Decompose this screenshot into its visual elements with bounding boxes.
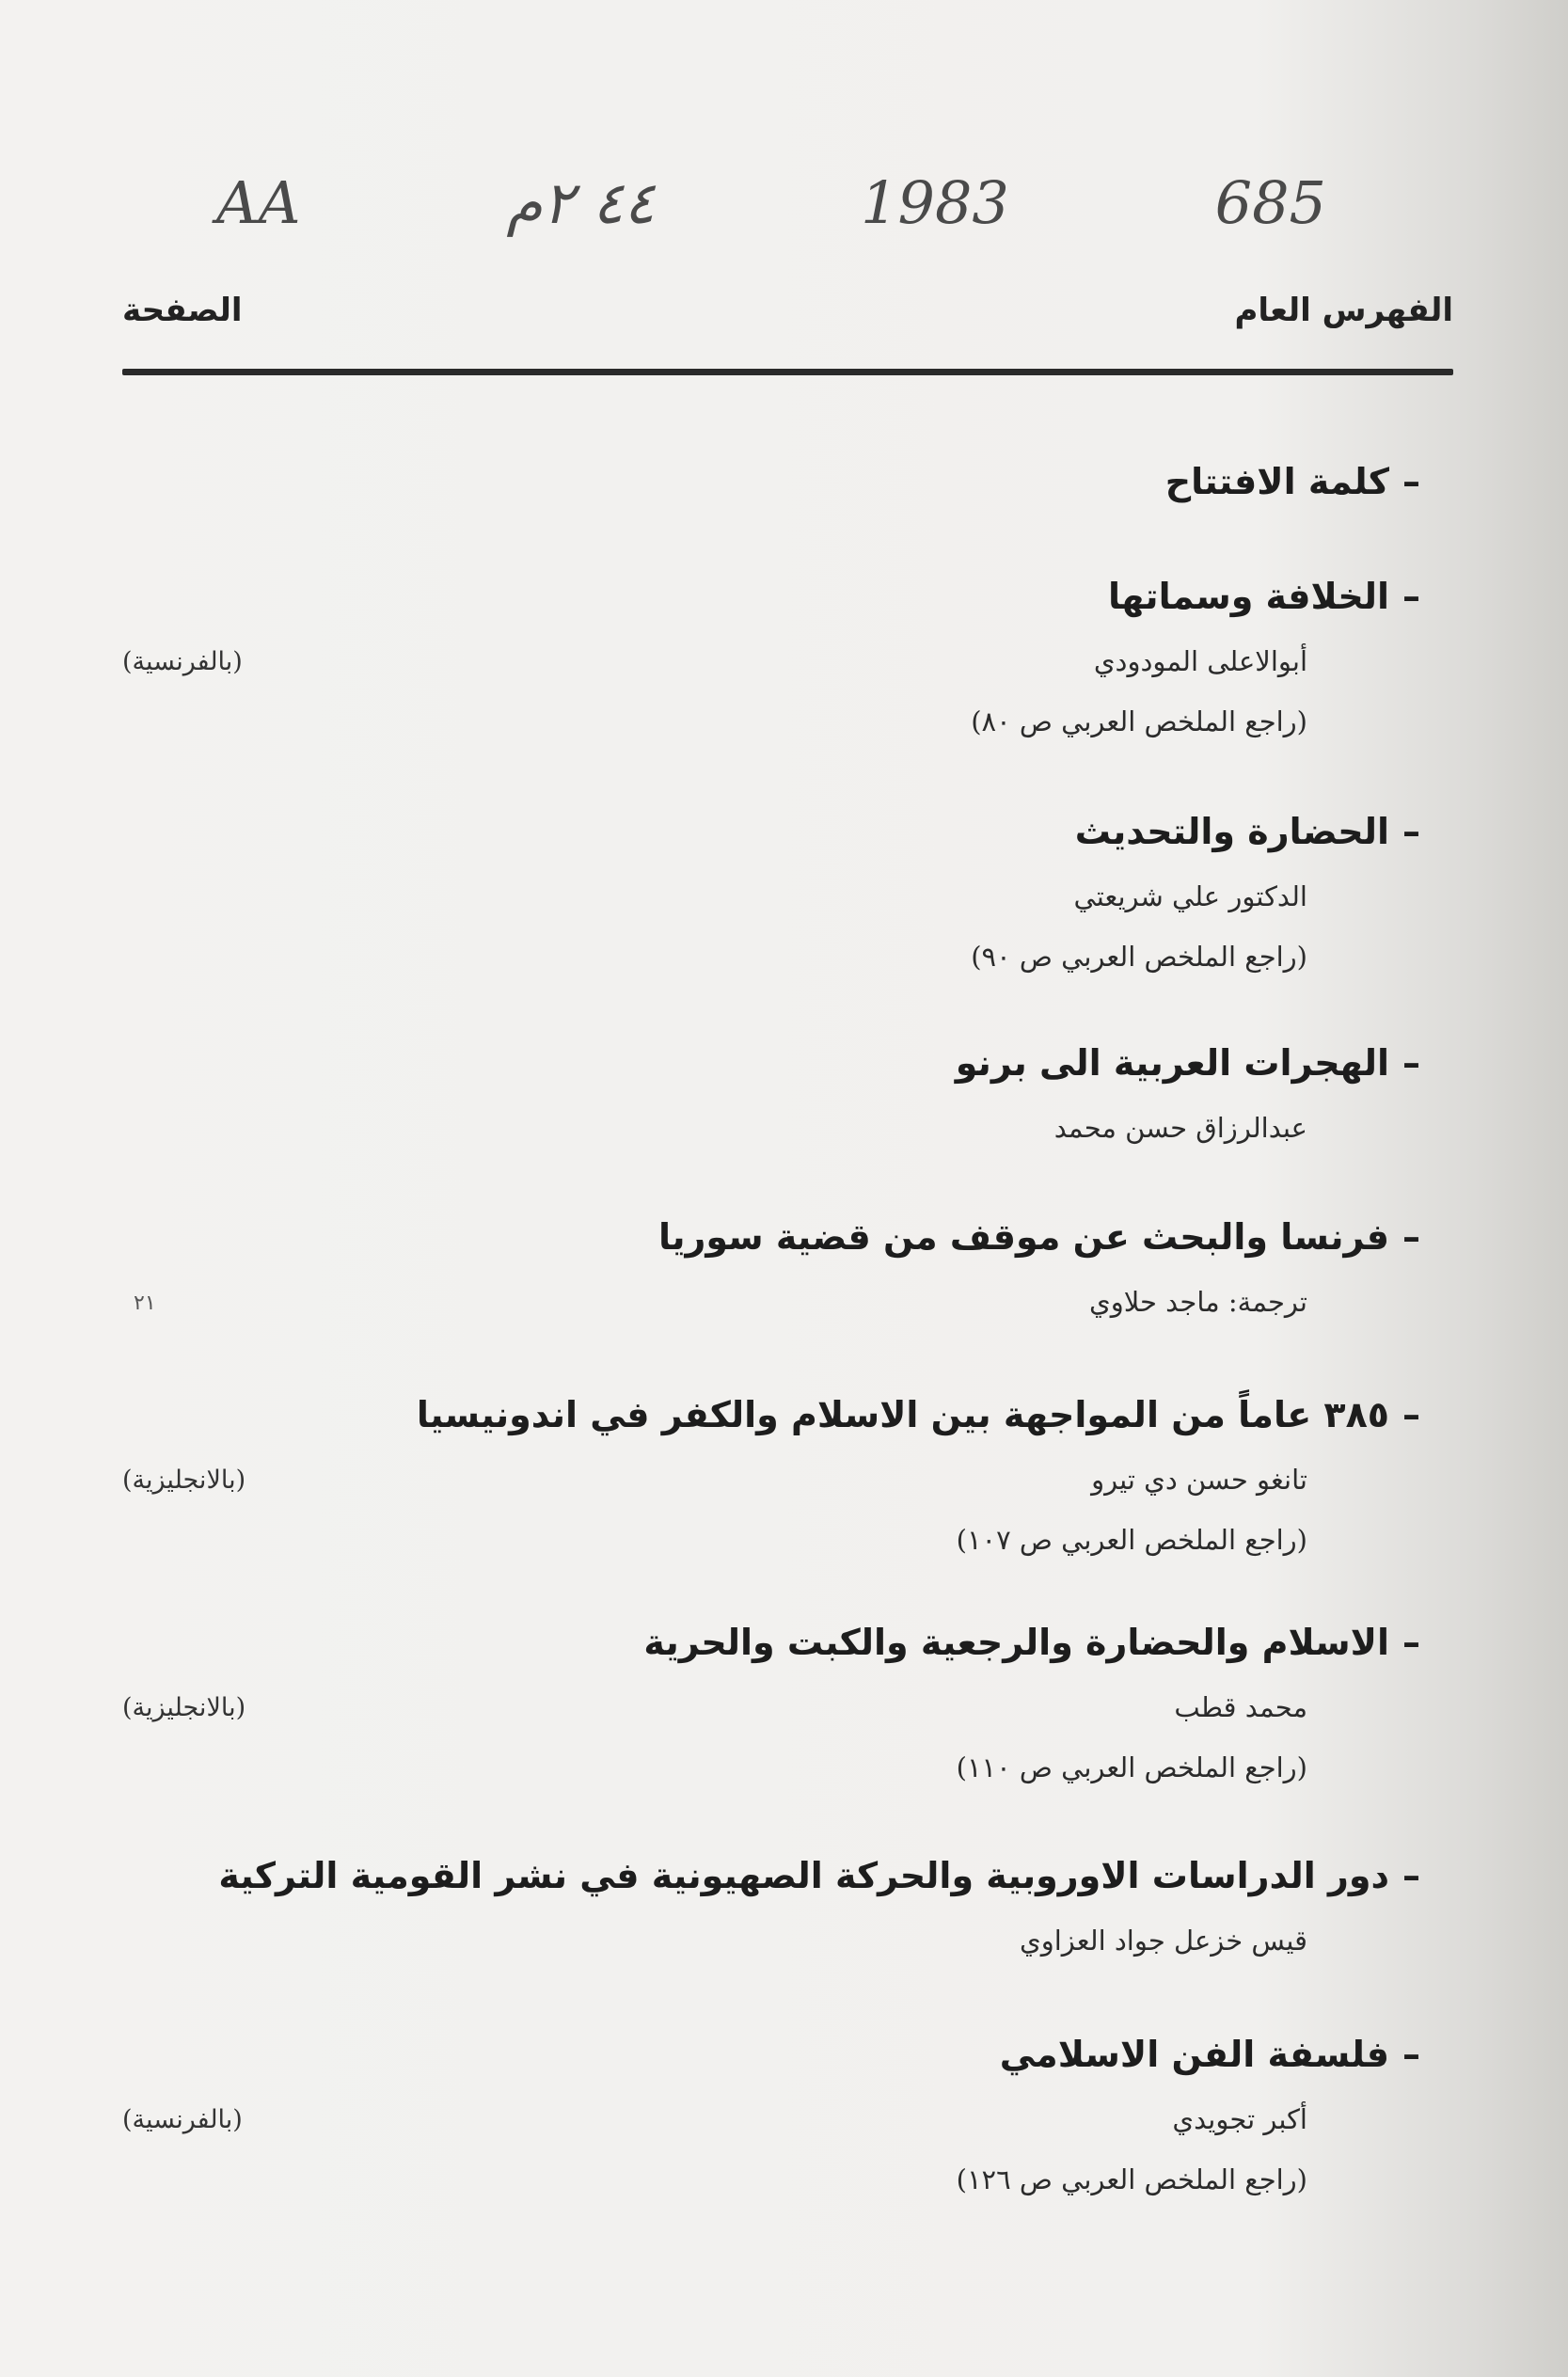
index-entry <box>122 576 1420 764</box>
entry-title: –الهجرات العربية الى برنو <box>955 1042 1420 1084</box>
entry-language-note: (بالانجليزية) <box>122 1693 246 1722</box>
entry-title: –كلمة الافتتاح <box>1164 461 1420 502</box>
handwritten-note-part: 1983 <box>861 167 1009 237</box>
entry-language-note: (بالفرنسية) <box>122 647 243 676</box>
index-entry <box>122 1394 1420 1582</box>
entry-title: –٣٨٥ عاماً من المواجهة بين الاسلام والكفر في اندونيسيا <box>416 1394 1420 1435</box>
index-entry <box>122 1622 1420 1810</box>
index-entry <box>122 1042 1420 1174</box>
page-column-label: الصفحة <box>122 292 243 329</box>
handwritten-note-part: 685 <box>1214 167 1326 237</box>
entry-reference: (راجع الملخص العربي ص ٨٠) <box>971 705 1307 737</box>
entry-language-note: (بالانجليزية) <box>122 1466 246 1495</box>
entry-reference: (راجع الملخص العربي ص ١١٠) <box>956 1751 1307 1783</box>
index-entry <box>122 811 1420 999</box>
index-entry <box>122 1216 1420 1348</box>
entry-author: أكبر تجويدي <box>1172 2103 1307 2135</box>
entry-page-number: ٢١ <box>134 1292 156 1315</box>
entry-title: –دور الدراسات الاوروبية والحركة الصهيونية في نشر القومية التركية <box>218 1855 1420 1896</box>
entry-title: –الحضارة والتحديث <box>1074 811 1420 852</box>
handwritten-note-part: ٤٤ ٢م <box>506 167 656 237</box>
entry-language-note: (بالفرنسية) <box>122 2105 243 2134</box>
entry-author: ترجمة: ماجد حلاوي <box>1089 1286 1307 1318</box>
index-entry <box>122 2034 1420 2222</box>
header-rule <box>122 369 1453 375</box>
entry-title: –فرنسا والبحث عن موقف من قضية سوريا <box>658 1216 1420 1258</box>
index-entry <box>122 461 1420 536</box>
entry-title: –الاسلام والحضارة والرجعية والكبت والحرية <box>643 1622 1420 1663</box>
entry-reference: (راجع الملخص العربي ص ١٢٦) <box>956 2163 1307 2195</box>
entry-title: –الخلافة وسماتها <box>1107 576 1420 617</box>
entry-author: تانغو حسن دي تيرو <box>1091 1464 1307 1496</box>
entry-reference: (راجع الملخص العربي ص ١٠٧) <box>956 1524 1307 1556</box>
entry-author: عبدالرزاق حسن محمد <box>1053 1112 1307 1144</box>
index-title: الفهرس العام <box>1234 292 1453 329</box>
entry-author: أبوالاعلى المودودي <box>1093 645 1307 677</box>
handwritten-note <box>216 151 1326 254</box>
index-entry <box>122 1855 1420 1987</box>
entry-author: محمد قطب <box>1174 1691 1307 1723</box>
entry-author: الدكتور علي شريعتي <box>1073 880 1307 912</box>
entry-reference: (راجع الملخص العربي ص ٩٠) <box>971 941 1307 973</box>
entry-title: –فلسفة الفن الاسلامي <box>999 2034 1420 2075</box>
index-header <box>122 282 1453 339</box>
handwritten-note-part: AA <box>216 167 301 237</box>
entry-author: قيس خزعل جواد العزاوي <box>1020 1925 1307 1957</box>
